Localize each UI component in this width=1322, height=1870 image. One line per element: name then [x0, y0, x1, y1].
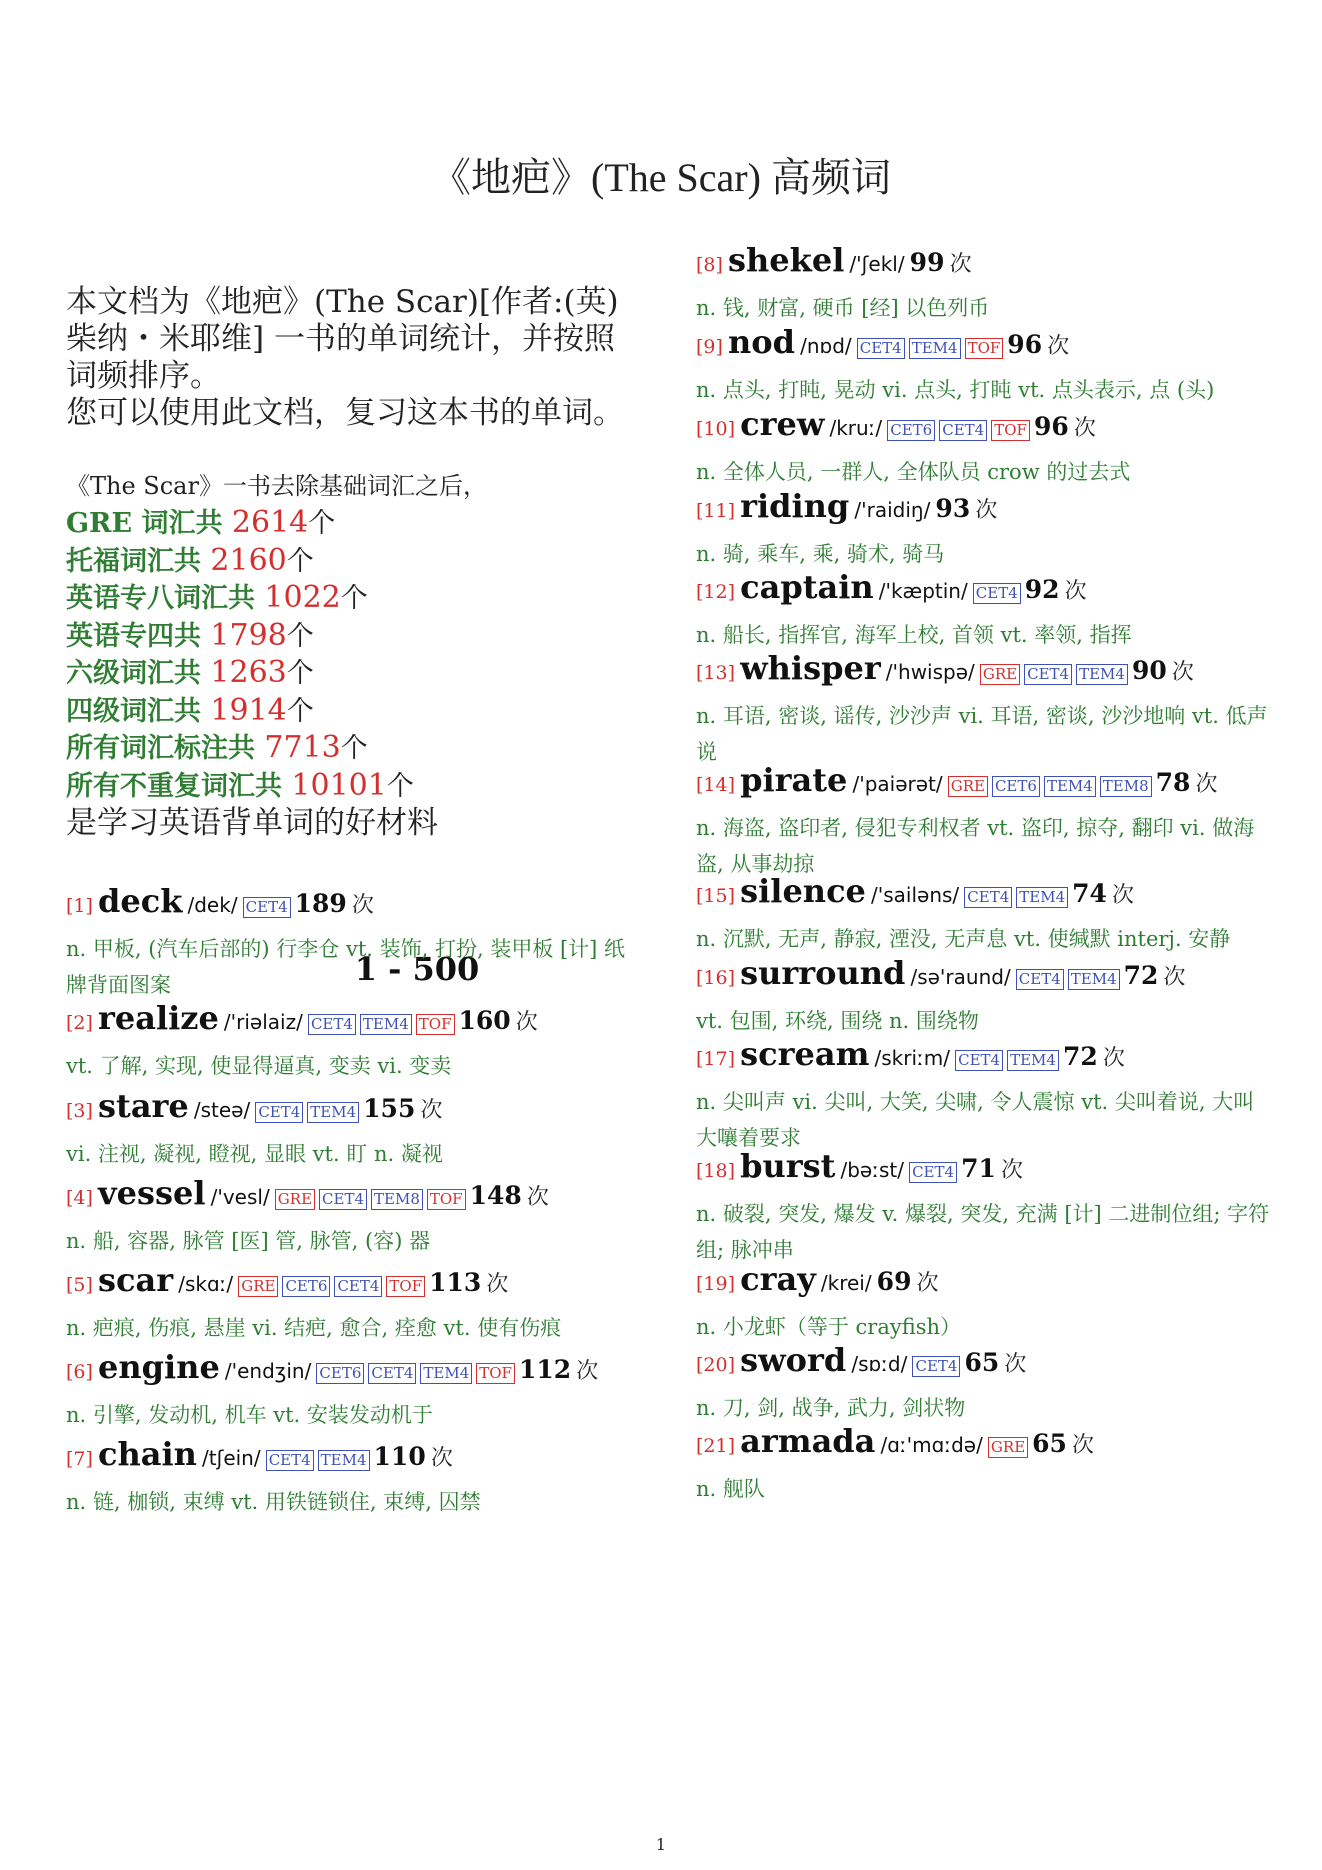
entry-phonetic: /'sailəns/ [871, 883, 960, 907]
entry-phonetic: /'ʃekl/ [849, 252, 905, 276]
level-tag: CET4 [308, 1014, 356, 1035]
stat-unit: 个 [340, 733, 368, 764]
entry-index: [20] [696, 1354, 736, 1376]
entry-head [696, 486, 1272, 532]
word-entry [66, 1260, 642, 1346]
count-suffix: 次 [1112, 883, 1135, 908]
entry-count: 189 [294, 889, 347, 918]
stat-label: 四级词汇共 [66, 695, 211, 727]
entry-head [696, 648, 1272, 694]
level-tag: CET4 [243, 897, 291, 918]
entry-phonetic: /krei/ [820, 1271, 872, 1295]
entry-definition: n. 链, 枷锁, 束缚 vt. 用铁链锁住, 束缚, 囚禁 [66, 1490, 481, 1514]
entry-phonetic: /sə'raund/ [910, 965, 1011, 989]
level-tag: TOF [427, 1189, 466, 1210]
level-tag: GRE [275, 1189, 315, 1210]
entry-word: sword [740, 1341, 847, 1379]
entry-index: [16] [696, 967, 736, 989]
level-tag: CET4 [909, 1162, 957, 1183]
entry-head [696, 871, 1272, 917]
word-entry [66, 1173, 642, 1259]
level-tag: CET6 [992, 776, 1040, 797]
entry-phonetic: /skriːm/ [874, 1046, 950, 1070]
entry-phonetic: /'paiərət/ [852, 772, 943, 796]
entry-count: 160 [458, 1006, 511, 1035]
stat-value: 1022 [264, 580, 341, 615]
entry-phonetic: /nɒd/ [800, 334, 852, 358]
entry-definition: n. 疤痕, 伤痕, 悬崖 vi. 结疤, 愈合, 痊愈 vt. 使有伤痕 [66, 1316, 562, 1340]
entry-definition: n. 尖叫声 vi. 尖叫, 大笑, 尖啸, 令人震惊 vt. 尖叫着说, 大叫大嚷着要求 [696, 1090, 1255, 1150]
entry-word: chain [98, 1435, 197, 1473]
level-tag: TEM8 [1100, 776, 1152, 797]
word-entry [696, 322, 1272, 408]
entry-definition: n. 沉默, 无声, 静寂, 湮没, 无声息 vt. 使缄默 interj. 安静 [696, 927, 1231, 951]
stat-unit: 个 [286, 545, 314, 577]
entry-word: crew [740, 405, 825, 443]
intro-line-2: 您可以使用此文档，复习这本书的单词。 [66, 395, 624, 431]
entry-phonetic: /'endʒin/ [224, 1359, 312, 1383]
entry-count: 99 [909, 248, 945, 277]
stat-unit: 个 [286, 620, 314, 652]
entry-head [66, 1347, 642, 1393]
entry-word: nod [728, 323, 795, 361]
level-tag: TOF [476, 1363, 515, 1384]
entry-index: [7] [66, 1448, 93, 1470]
level-tag: TOF [965, 338, 1004, 359]
count-suffix: 次 [1171, 660, 1194, 685]
stat-unit: 个 [386, 770, 414, 802]
entry-head [66, 1086, 642, 1132]
level-tag: TEM4 [1007, 1050, 1059, 1071]
entry-head [696, 567, 1272, 613]
level-tag: CET4 [939, 420, 987, 441]
level-tag: CET4 [964, 887, 1012, 908]
level-tag: CET4 [1016, 969, 1064, 990]
count-suffix: 次 [975, 498, 998, 523]
entry-phonetic: /'kæptin/ [878, 579, 968, 603]
entry-index: [1] [66, 895, 93, 917]
count-suffix: 次 [1064, 579, 1087, 604]
entry-word: engine [98, 1348, 220, 1386]
entry-head [696, 760, 1272, 806]
entry-word: vessel [98, 1174, 206, 1212]
count-suffix: 次 [949, 252, 972, 277]
word-entry [66, 1434, 642, 1520]
page-number: 1 [655, 1835, 667, 1854]
word-entry [696, 1421, 1272, 1507]
entry-definition: n. 骑, 乘车, 乘, 骑术, 骑马 [696, 542, 945, 566]
entry-index: [5] [66, 1274, 93, 1296]
intro-paragraph [66, 284, 638, 432]
count-suffix: 次 [1047, 334, 1070, 359]
entry-word: scar [98, 1261, 174, 1299]
entry-definition: n. 舰队 [696, 1477, 765, 1501]
intro-line-1: 本文档为《地疤》(The Scar)[作者:(英) 柴纳・米耶维] 一书的单词统计，并按照词频排序。 [66, 284, 619, 394]
stat-row [66, 730, 638, 768]
entry-count: 65 [1032, 1429, 1067, 1458]
entry-definition: vt. 了解, 实现, 使显得逼真, 变卖 vi. 变卖 [66, 1054, 452, 1078]
entry-head [696, 1034, 1272, 1080]
level-tag: TEM4 [1068, 969, 1120, 990]
entry-count: 69 [876, 1267, 912, 1296]
entry-count: 96 [1033, 412, 1069, 441]
entry-head [66, 1173, 642, 1219]
entry-definition: n. 刀, 剑, 战争, 武力, 剑状物 [696, 1396, 966, 1420]
level-tag: CET4 [973, 583, 1021, 604]
count-suffix: 次 [420, 1098, 443, 1123]
stat-label: 六级词汇共 [66, 658, 211, 689]
entry-definition: n. 甲板, (汽车后部的) 行李仓 vt. 装饰, 打扮, 装甲板 [计] 纸牌背面图案 [66, 937, 626, 997]
count-suffix: 次 [515, 1010, 538, 1035]
entry-head [696, 1421, 1272, 1467]
level-tag: GRE [988, 1437, 1028, 1458]
level-tag: CET6 [316, 1363, 364, 1384]
level-tag: GRE [980, 664, 1020, 685]
entry-definition: n. 船长, 指挥官, 海军上校, 首领 vt. 率领, 指挥 [696, 623, 1132, 647]
word-entry [696, 1340, 1272, 1426]
stat-row [66, 655, 638, 693]
count-suffix: 次 [1102, 1046, 1125, 1071]
entry-index: [6] [66, 1361, 93, 1383]
stat-unit: 个 [340, 583, 368, 614]
entry-definition: n. 点头, 打盹, 晃动 vi. 点头, 打盹 vt. 点头表示, 点 (头) [696, 378, 1215, 402]
stat-value: 10101 [291, 767, 387, 803]
entry-word: armada [740, 1422, 876, 1460]
word-entry [696, 240, 1272, 326]
entry-head [696, 240, 1272, 286]
level-tag: CET4 [255, 1102, 303, 1123]
entry-definition: n. 全体人员, 一群人, 全体队员 crow 的过去式 [696, 460, 1131, 484]
entry-count: 113 [429, 1268, 482, 1297]
entry-word: surround [740, 954, 906, 992]
document-title: 《地疤》(The Scar) 高频词 [431, 155, 891, 200]
entry-phonetic: /steə/ [193, 1098, 251, 1122]
level-tag: TOF [991, 420, 1030, 441]
word-entry [66, 1086, 642, 1172]
stat-row [66, 768, 638, 806]
stat-row [66, 693, 638, 731]
entry-head [696, 1259, 1272, 1305]
stat-label: 英语专四共 [66, 620, 211, 652]
level-tag: CET4 [857, 338, 905, 359]
entry-count: 71 [961, 1154, 996, 1183]
count-suffix: 次 [576, 1359, 599, 1384]
entry-index: [18] [696, 1160, 736, 1182]
entry-definition: vt. 包围, 环绕, 围绕 n. 围绕物 [696, 1009, 979, 1033]
summary-lead: 《The Scar》一书去除基础词汇之后， [66, 472, 487, 500]
range-heading: 1 - 500 [354, 950, 480, 988]
entry-index: [11] [696, 500, 736, 522]
word-entry [696, 486, 1272, 572]
entry-index: [2] [66, 1012, 93, 1034]
stat-value: 2160 [210, 542, 287, 578]
level-tag: CET4 [955, 1050, 1003, 1071]
stat-label: 所有不重复词汇共 [66, 770, 292, 802]
word-entry [696, 648, 1272, 770]
entry-count: 148 [469, 1181, 522, 1210]
entry-head [696, 1146, 1272, 1192]
entry-definition: n. 钱, 财富, 硬币 [经] 以色列币 [696, 296, 990, 320]
entry-count: 78 [1155, 768, 1191, 797]
entry-index: [13] [696, 662, 736, 684]
level-tag: GRE [238, 1276, 278, 1297]
level-tag: TEM4 [1016, 887, 1068, 908]
word-entry [696, 760, 1272, 882]
entry-definition: n. 小龙虾（等于 crayfish） [696, 1315, 962, 1339]
level-tag: CET4 [1024, 664, 1072, 685]
entry-word: realize [98, 999, 219, 1037]
level-tag: TEM4 [1044, 776, 1096, 797]
count-suffix: 次 [351, 893, 374, 918]
entry-index: [12] [696, 581, 736, 603]
entry-index: [8] [696, 254, 723, 276]
entry-count: 65 [964, 1348, 1000, 1377]
entry-phonetic: /bəːst/ [840, 1158, 904, 1182]
stat-unit: 个 [286, 695, 314, 727]
word-entry [66, 881, 642, 1003]
entry-head [66, 1434, 642, 1480]
entry-word: silence [740, 872, 866, 910]
entry-index: [21] [696, 1435, 736, 1457]
entry-word: pirate [740, 761, 848, 799]
count-suffix: 次 [1073, 416, 1096, 441]
level-tag: TEM4 [909, 338, 961, 359]
stat-row [66, 505, 638, 543]
stat-label: GRE 词汇共 [66, 508, 232, 539]
entry-phonetic: /sɒːd/ [851, 1352, 908, 1376]
entry-word: cray [740, 1260, 816, 1298]
entry-word: captain [740, 568, 874, 606]
closing-line: 是学习英语背单词的好材料 [66, 805, 438, 841]
entry-definition: n. 破裂, 突发, 爆发 v. 爆裂, 突发, 充满 [计] 二进制位组; 字符组; 脉冲串 [696, 1202, 1270, 1262]
entry-head [696, 404, 1272, 450]
entry-phonetic: /kruː/ [829, 416, 883, 440]
count-suffix: 次 [1072, 1433, 1095, 1458]
count-suffix: 次 [430, 1446, 453, 1471]
entry-phonetic: /dek/ [187, 893, 238, 917]
word-entry [696, 953, 1272, 1039]
entry-index: [17] [696, 1048, 736, 1070]
level-tag: TEM4 [307, 1102, 359, 1123]
level-tag: TEM4 [1076, 664, 1128, 685]
word-entry [66, 1347, 642, 1433]
stat-value: 1798 [210, 617, 287, 653]
entry-index: [15] [696, 885, 736, 907]
entry-index: [14] [696, 774, 736, 796]
entry-count: 74 [1072, 879, 1107, 908]
stat-unit: 个 [286, 658, 314, 689]
entry-definition: n. 耳语, 密谈, 谣传, 沙沙声 vi. 耳语, 密谈, 沙沙地响 vt. 低声说 [696, 704, 1268, 764]
entry-index: [19] [696, 1273, 736, 1295]
entry-head [66, 998, 642, 1044]
entry-phonetic: /'riəlaiz/ [223, 1010, 303, 1034]
entry-count: 93 [935, 494, 971, 523]
entry-head [696, 1340, 1272, 1386]
word-entry [696, 1259, 1272, 1345]
entry-index: [10] [696, 418, 736, 440]
level-tag: CET4 [912, 1356, 960, 1377]
level-tag: CET4 [334, 1276, 382, 1297]
entry-head [66, 1260, 642, 1306]
count-suffix: 次 [526, 1185, 549, 1210]
entry-word: riding [740, 487, 850, 525]
count-suffix: 次 [1000, 1158, 1023, 1183]
entry-word: whisper [740, 649, 881, 687]
entry-definition: n. 引擎, 发动机, 机车 vt. 安装发动机于 [66, 1403, 433, 1427]
level-tag: TEM4 [420, 1363, 472, 1384]
entry-head [66, 881, 642, 927]
entry-count: 155 [363, 1094, 416, 1123]
count-suffix: 次 [486, 1272, 509, 1297]
level-tag: TOF [386, 1276, 425, 1297]
word-entry [696, 567, 1272, 653]
entry-phonetic: /'hwispə/ [885, 660, 975, 684]
word-entry [696, 871, 1272, 957]
entry-count: 72 [1123, 961, 1159, 990]
entry-index: [4] [66, 1187, 93, 1209]
level-tag: TEM4 [360, 1014, 412, 1035]
count-suffix: 次 [1195, 772, 1218, 797]
stat-value: 7713 [264, 730, 341, 765]
entry-word: shekel [728, 241, 845, 279]
level-tag: TEM4 [318, 1450, 370, 1471]
entry-word: deck [98, 882, 183, 920]
level-tag: CET4 [319, 1189, 367, 1210]
level-tag: CET4 [368, 1363, 416, 1384]
stat-label: 英语专八词汇共 [66, 583, 265, 614]
level-tag: TEM8 [371, 1189, 423, 1210]
stat-label: 所有词汇标注共 [66, 733, 265, 764]
stat-row [66, 580, 638, 618]
entry-count: 110 [373, 1442, 426, 1471]
entry-word: stare [98, 1087, 189, 1125]
entry-count: 96 [1007, 330, 1043, 359]
stat-unit: 个 [308, 508, 336, 539]
entry-phonetic: /'raidiŋ/ [854, 498, 931, 522]
word-entry [696, 1146, 1272, 1268]
entry-head [696, 322, 1272, 368]
level-tag: CET6 [887, 420, 935, 441]
entry-count: 90 [1131, 656, 1167, 685]
stat-value: 1263 [210, 655, 287, 690]
level-tag: CET6 [282, 1276, 330, 1297]
level-tag: GRE [948, 776, 988, 797]
entry-phonetic: /skɑː/ [178, 1272, 234, 1296]
stat-row [66, 543, 638, 581]
left-column [66, 284, 638, 1514]
stats-list [66, 505, 638, 805]
entry-definition: vi. 注视, 凝视, 瞪视, 显眼 vt. 盯 n. 凝视 [66, 1142, 443, 1166]
count-suffix: 次 [916, 1271, 939, 1296]
word-entry [696, 404, 1272, 490]
entry-phonetic: /ɑː'mɑːdə/ [880, 1433, 983, 1457]
entry-count: 112 [518, 1355, 572, 1384]
entry-phonetic: /tʃein/ [202, 1446, 261, 1470]
level-tag: TOF [416, 1014, 455, 1035]
entry-index: [3] [66, 1100, 93, 1122]
level-tag: CET4 [266, 1450, 314, 1471]
entry-phonetic: /'vesl/ [210, 1185, 270, 1209]
count-suffix: 次 [1004, 1352, 1027, 1377]
entry-definition: n. 海盗, 盗印者, 侵犯专利权者 vt. 盗印, 掠夺, 翻印 vi. 做海盗, 从事劫掠 [696, 816, 1255, 876]
stat-label: 托福词汇共 [66, 545, 211, 577]
entry-count: 72 [1062, 1042, 1098, 1071]
entry-word: burst [740, 1147, 836, 1185]
count-suffix: 次 [1163, 965, 1186, 990]
entry-count: 92 [1024, 575, 1060, 604]
word-entry [66, 998, 642, 1084]
stat-value: 2614 [231, 505, 309, 540]
word-entry [696, 1034, 1272, 1156]
entry-word: scream [740, 1035, 870, 1073]
entry-definition: n. 船, 容器, 脉管 [医] 管, 脉管, (容) 器 [66, 1229, 431, 1253]
stat-row [66, 618, 638, 656]
entry-index: [9] [696, 336, 723, 358]
stat-value: 1914 [210, 692, 287, 728]
entry-head [696, 953, 1272, 999]
